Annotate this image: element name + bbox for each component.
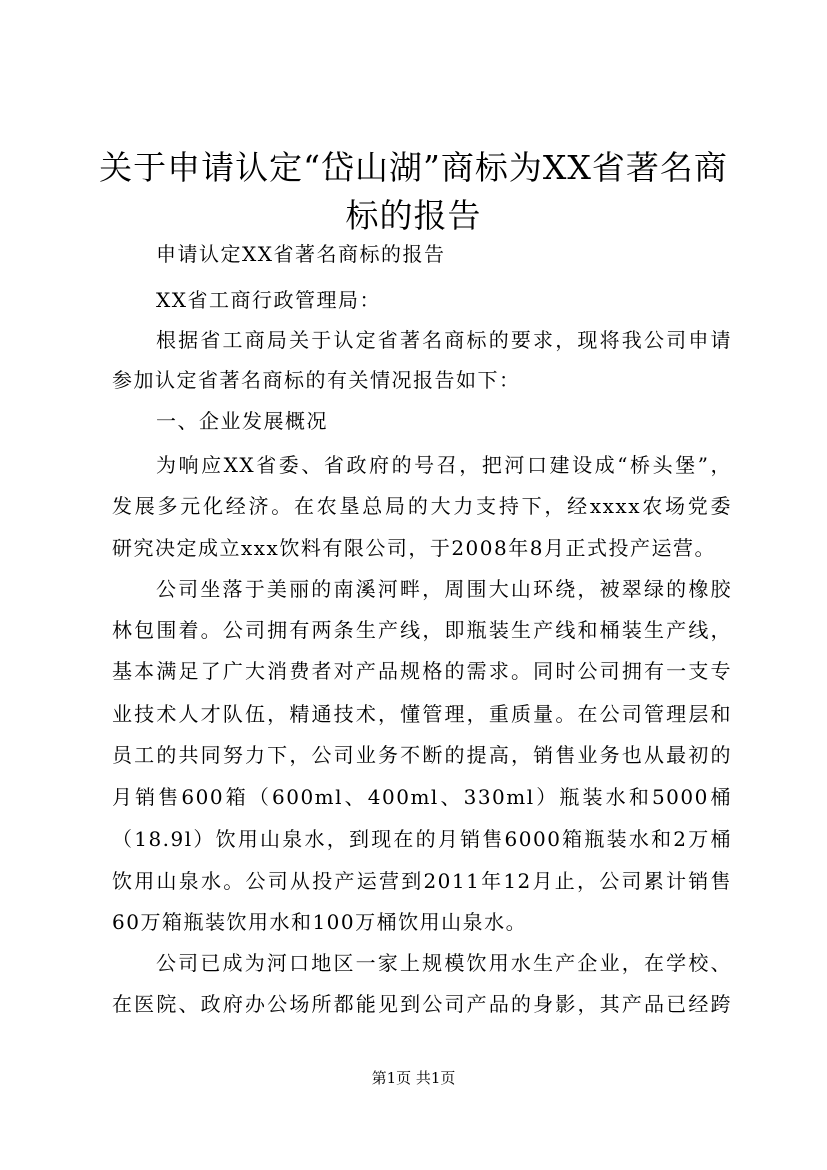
body-line: 月销售600箱（600ml、400ml、330ml）瓶装水和5000桶 [112, 785, 732, 809]
section-heading: 一、企业发展概况 [156, 409, 328, 433]
report-subtitle: 申请认定XX省著名商标的报告 [156, 242, 446, 266]
body-line: 研究决定成立xxx饮料有限公司，于2008年8月正式投产运营。 [112, 536, 716, 560]
body-line: 根据省工商局关于认定省著名商标的要求，现将我公司申请 [156, 328, 732, 352]
document-title [60, 144, 767, 240]
body-line: （18.9l）饮用山泉水，到现在的月销售6000箱瓶装水和2万桶 [112, 827, 732, 851]
body-line: 公司已成为河口地区一家上规模饮用水生产企业，在学校、 [156, 951, 732, 975]
body-line: 参加认定省著名商标的有关情况报告如下： [112, 368, 521, 392]
body-line: 60万箱瓶装饮用水和100万桶饮用山泉水。 [112, 910, 528, 934]
body-line: 业技术人才队伍，精通技术，懂管理，重质量。在公司管理层和 [112, 702, 732, 726]
body-line: 公司坐落于美丽的南溪河畔，周围大山环绕，被翠绿的橡胶 [156, 577, 732, 601]
addressee: XX省工商行政管理局： [156, 288, 381, 312]
body-line: 基本满足了广大消费者对产品规格的需求。同时公司拥有一支专 [112, 659, 732, 683]
body-line: 员工的共同努力下，公司业务不断的提高，销售业务也从最初的 [112, 743, 732, 767]
body-line: 在医院、政府办公场所都能见到公司产品的身影，其产品已经跨 [112, 992, 732, 1016]
body-line: 发展多元化经济。在农垦总局的大力支持下，经xxxx农场党委 [112, 494, 732, 518]
title-line-1: 关于申请认定“岱山湖”商标为XX省著名商 [99, 148, 728, 187]
page-footer: 第1页 共1页 [371, 1069, 456, 1087]
title-line-2: 标的报告 [345, 196, 482, 235]
body-line: 饮用山泉水。公司从投产运营到2011年12月止，公司累计销售 [112, 869, 732, 893]
body-line: 为响应XX省委、省政府的号召，把河口建设成“桥头堡”， [156, 453, 732, 477]
body-line: 林包围着。公司拥有两条生产线，即瓶装生产线和桶装生产线， [112, 618, 732, 642]
